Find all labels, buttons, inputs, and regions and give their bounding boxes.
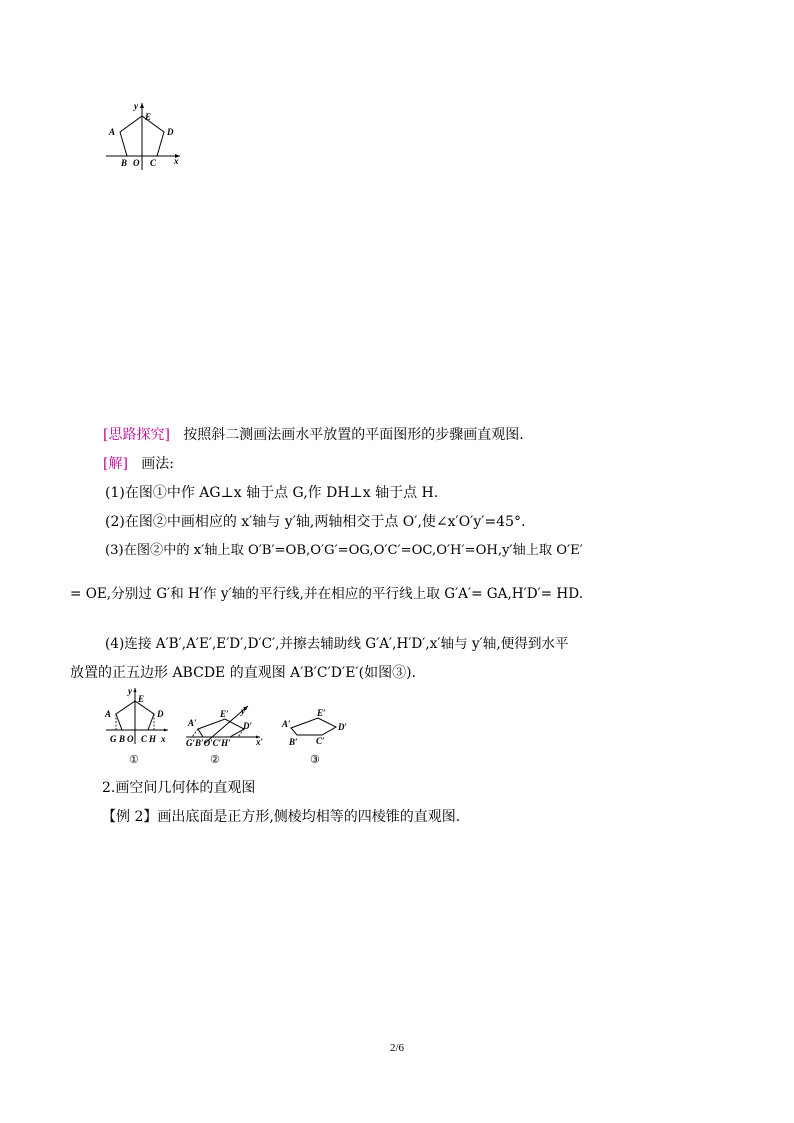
example-line	[102, 807, 460, 827]
pentagon-figure-top-svg	[100, 98, 190, 173]
fig1-label-A: A	[105, 709, 112, 719]
fig1-label-E: E	[138, 694, 145, 704]
idea-tag: [思路探究]	[103, 427, 170, 443]
fig1-label-B: B	[119, 734, 126, 744]
fig2-pentagon	[198, 719, 244, 737]
fig1-label-O: O	[127, 734, 134, 744]
fig1-x-arrow	[164, 729, 168, 732]
figures-bottom	[100, 684, 370, 768]
fig2-label-y: y′	[241, 706, 248, 716]
fig1-label-C: C	[141, 734, 148, 744]
fig3-caption: ③	[310, 754, 320, 766]
label-B: B	[121, 158, 128, 168]
figures-bottom-svg	[100, 684, 370, 768]
fig3-label-B: B′	[289, 737, 298, 747]
fig3-label-E: E′	[317, 708, 326, 718]
example-tag: 【例 2】	[102, 809, 158, 825]
figure-3	[281, 708, 347, 766]
label-D: D	[167, 127, 174, 137]
label-C: C	[150, 158, 157, 168]
label-x: x	[174, 156, 179, 166]
fig1-label-y: y	[128, 686, 132, 696]
section-heading: 2.画空间几何体的直观图	[102, 780, 256, 796]
idea-line	[103, 425, 524, 445]
step-1: (1)在图①中作 AG⊥x 轴于点 G,作 DH⊥x 轴于点 H.	[105, 485, 439, 501]
fig2-label-D: D′	[243, 721, 253, 731]
fig2-caption: ②	[210, 754, 220, 766]
fig3-label-C: C′	[316, 736, 325, 746]
fig2-GA	[192, 729, 198, 737]
fig1-label-H: H	[149, 734, 157, 744]
page-number: 2/6	[389, 1042, 405, 1054]
label-E: E	[145, 112, 152, 122]
step-2: (2)在图②中画相应的 x′轴与 y′轴,两轴相交于点 O′,使∠x′O′y′=45°.	[105, 514, 526, 530]
solution-line	[103, 454, 174, 474]
label-y: y	[134, 101, 138, 111]
fig2-label-x: x′	[256, 737, 264, 747]
fig3-label-A: A′	[282, 719, 291, 729]
fig3-label-D: D′	[338, 722, 348, 732]
example-text: 画出底面是正方形,侧棱均相等的四棱锥的直观图.	[157, 809, 461, 825]
figure-1	[104, 686, 168, 766]
fig1-label-G: G	[110, 734, 117, 744]
label-A: A	[109, 127, 116, 137]
fig1-label-D: D	[157, 709, 164, 719]
solution-text: 画法:	[141, 456, 175, 472]
fig3-pentagon	[291, 718, 336, 735]
fig2-label-A: A′	[188, 718, 197, 728]
fig1-y-arrow	[134, 688, 137, 692]
fig1-label-x: x	[161, 734, 166, 744]
step-3-line-2: = OE,分别过 G′和 H′作 y′轴的平行线,并在相应的平行线上取 G′A′= GA,H′D′= HD.	[70, 586, 584, 602]
y-axis-arrow	[140, 103, 144, 108]
step-3-line-1: (3)在图②中的 x′轴上取 O′B′=OB,O′G′=OG,O′C′=OC,O′H′=OH,y′轴上取 O′E′	[105, 543, 583, 558]
step-4-line-1: (4)连接 A′B′,A′E′,E′D′,D′C′,并擦去辅助线 G′A′,H′D′,x′轴与 y′轴,便得到水平	[105, 636, 569, 652]
idea-text: 按照斜二测画法画水平放置的平面图形的步骤画直观图.	[183, 427, 524, 443]
label-O: O	[133, 158, 140, 168]
figure-2	[186, 706, 264, 766]
step-4-line-2: 放置的正五边形 ABCDE 的直观图 A′B′C′D′E′(如图③).	[70, 665, 416, 681]
solution-tag: [解]	[103, 456, 128, 472]
fig2-label-E: E′	[220, 709, 229, 719]
pentagon-figure-top	[100, 98, 190, 173]
fig2-axis-labels: G′B′O′C′H′	[186, 738, 231, 748]
fig1-caption: ①	[129, 754, 139, 766]
